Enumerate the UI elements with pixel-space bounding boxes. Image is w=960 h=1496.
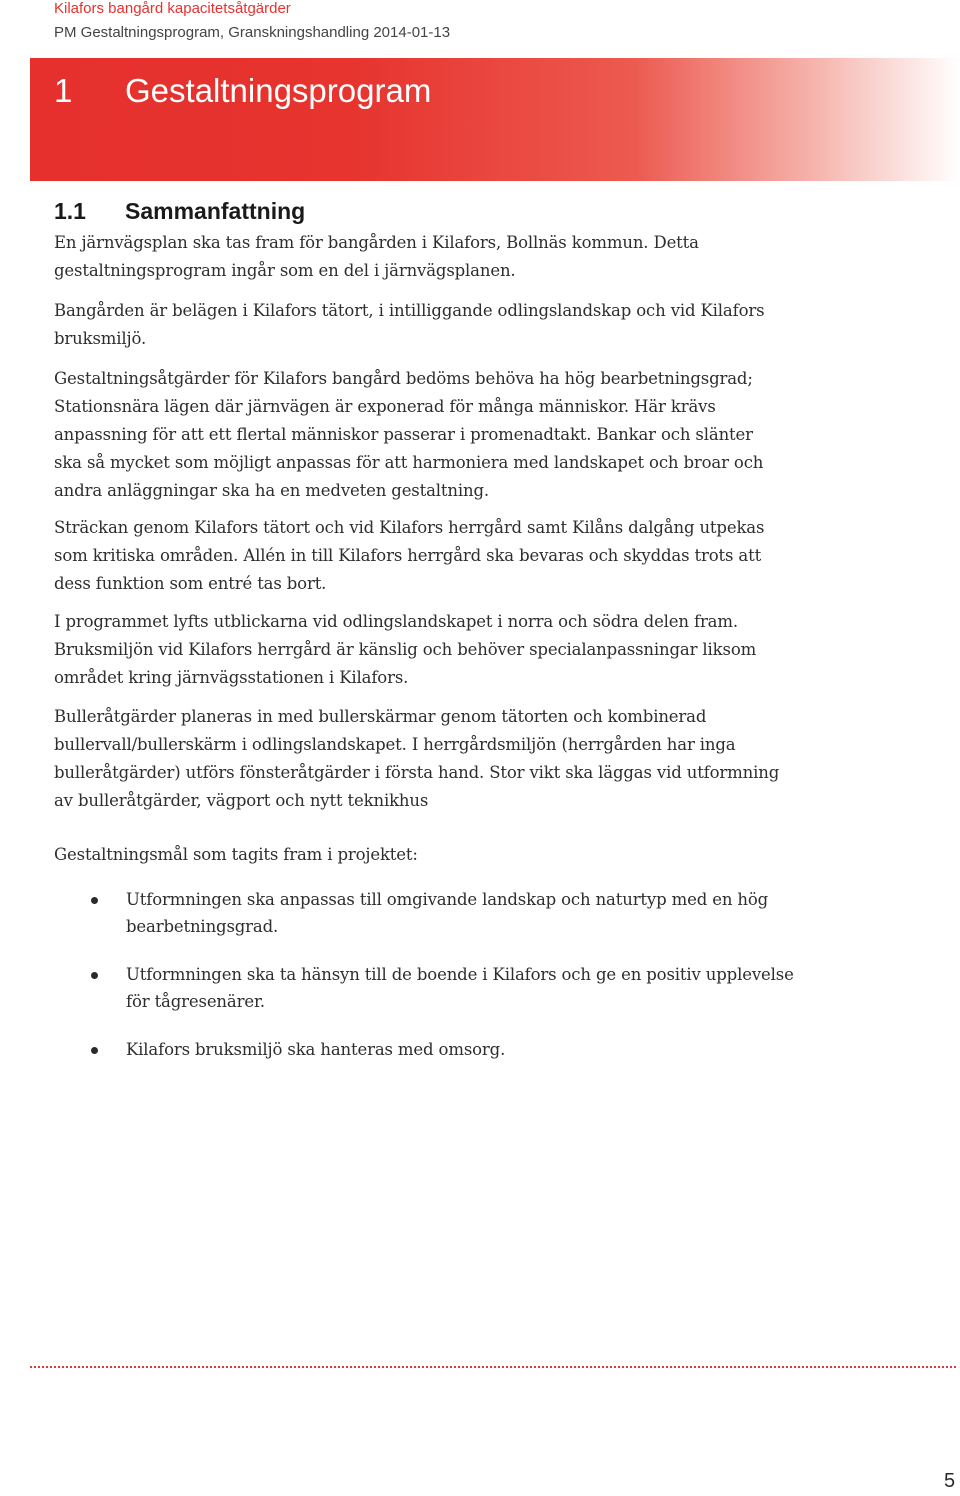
goals-list [54, 886, 794, 1063]
chapter-title: Gestaltningsprogram [125, 72, 432, 109]
list-item-text: Utformningen ska anpassas till omgivande landskap och naturtyp med en hög bearbetningsgrad. [126, 890, 769, 936]
bullet-icon [91, 1047, 98, 1054]
paragraph-views: I programmet lyfts utblickarna vid odlingslandskapet i norra och södra delen fram. Bruksmiljön vid Kilafors herrgård är känslig och behöver specialanpassningar liksom området kring järnvägsstationen i Kilafors. [54, 612, 757, 687]
page-number: 5 [944, 1470, 956, 1492]
list-item [54, 886, 794, 940]
chapter-banner [30, 58, 960, 181]
section-title: Sammanfattning [125, 198, 306, 224]
list-item-text: Utformningen ska ta hänsyn till de boende i Kilafors och ge en positiv upplevelse för tågresenärer. [126, 965, 794, 1011]
paragraph-location: Bangården är belägen i Kilafors tätort, i intilliggande odlingslandskap och vid Kilafors bruksmiljö. [54, 301, 765, 348]
chapter-number: 1 [54, 72, 73, 109]
list-item [54, 1036, 794, 1063]
section-number: 1.1 [54, 198, 86, 224]
chapter-heading [54, 72, 431, 110]
document-subtitle: PM Gestaltningsprogram, Granskningshandling 2014-01-13 [54, 24, 451, 41]
paragraph-design-measures: Gestaltningsåtgärder för Kilafors bangård bedöms behöva ha hög bearbetningsgrad; Stationsnära lägen där järnvägen är exponerad för många människor. Här krävs anpassning för att ett flertal människor passerar i promenadtakt. Bankar och slänter ska så mycket som möjligt anpassas för att harmoniera med landskapet och broar och andra anläggningar ska ha en medveten gestaltning. [54, 369, 764, 500]
bullet-icon [91, 972, 98, 979]
paragraph-intro: En järnvägsplan ska tas fram för bangården i Kilafors, Bollnäs kommun. Detta gestaltningsprogram ingår som en del i järnvägsplanen. [54, 233, 699, 280]
paragraph-goals-intro: Gestaltningsmål som tagits fram i projektet: [54, 845, 418, 864]
list-item-text: Kilafors bruksmiljö ska hanteras med omsorg. [126, 1040, 506, 1059]
list-item [54, 961, 794, 1015]
footer-divider [30, 1366, 956, 1368]
section-heading [54, 198, 305, 225]
paragraph-critical-areas: Sträckan genom Kilafors tätort och vid Kilafors herrgård samt Kilåns dalgång utpekas som kritiska områden. Allén in till Kilafors herrgård ska bevaras och skyddas trots att dess funktion som entré tas bort. [54, 518, 765, 593]
paragraph-noise-measures: Bulleråtgärder planeras in med bullerskärmar genom tätorten och kombinerad bullervall/bullerskärm i odlingslandskapet. I herrgårdsmiljön (herrgården har inga bulleråtgärder) utförs fönsteråtgärder i första hand. Stor vikt ska läggas vid utformning av bulleråtgärder, vägport och nytt teknikhus [54, 707, 780, 810]
document-project-title: Kilafors bangård kapacitetsåtgärder [54, 0, 291, 17]
bullet-icon [91, 897, 98, 904]
